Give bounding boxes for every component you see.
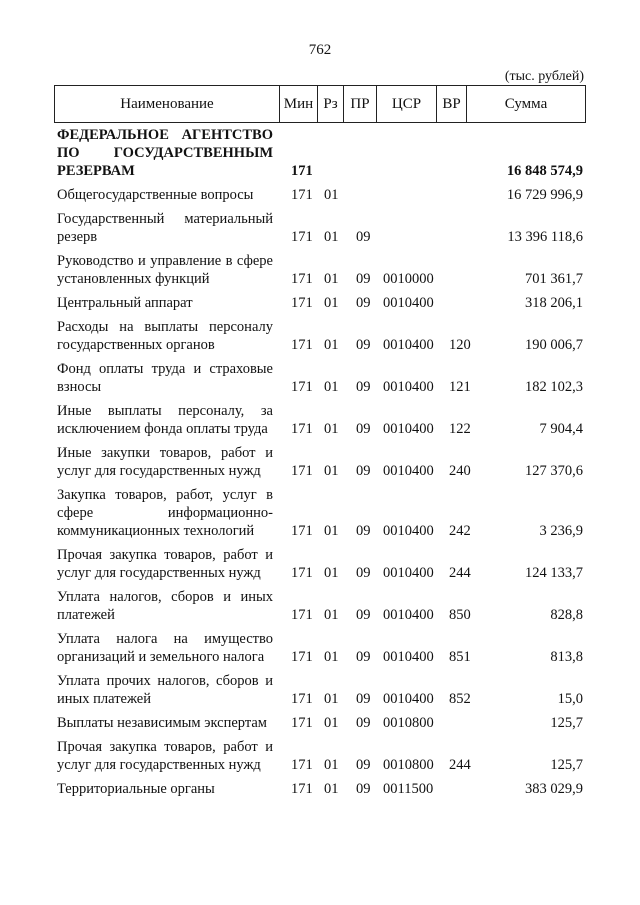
row-name: Расходы на выплаты персоналу государственных органов bbox=[57, 319, 273, 353]
row-name: Руководство и управление в сфере установленных функций bbox=[57, 253, 273, 287]
row-sum: 828,8 bbox=[550, 607, 583, 623]
row-min: 171 bbox=[291, 715, 313, 731]
row-rz: 01 bbox=[324, 523, 339, 539]
row-name: Общегосударственные вопросы bbox=[57, 187, 254, 203]
row-min: 171 bbox=[291, 649, 313, 665]
table-row bbox=[0, 672, 640, 708]
row-vr: 852 bbox=[449, 691, 471, 707]
table-row bbox=[0, 402, 640, 438]
row-sum: 7 904,4 bbox=[539, 421, 583, 437]
row-min: 171 bbox=[291, 229, 313, 245]
row-name: Уплата прочих налогов, сборов и иных платежей bbox=[57, 673, 273, 707]
row-pr: 09 bbox=[356, 271, 371, 287]
row-rz: 01 bbox=[324, 421, 339, 437]
row-name: Иные закупки товаров, работ и услуг для государственных нужд bbox=[57, 445, 273, 479]
row-pr: 09 bbox=[356, 421, 371, 437]
row-name: Прочая закупка товаров, работ и услуг для государственных нужд bbox=[57, 547, 273, 581]
row-pr: 09 bbox=[356, 781, 371, 797]
row-csr: 0010400 bbox=[383, 421, 434, 437]
row-rz: 01 bbox=[324, 607, 339, 623]
row-csr: 0010400 bbox=[383, 379, 434, 395]
table-row bbox=[0, 126, 640, 180]
row-rz: 01 bbox=[324, 565, 339, 581]
row-sum: 125,7 bbox=[550, 715, 583, 731]
row-csr: 0010800 bbox=[383, 715, 434, 731]
table-header bbox=[54, 85, 586, 123]
row-vr: 244 bbox=[449, 565, 471, 581]
row-name: Прочая закупка товаров, работ и услуг для государственных нужд bbox=[57, 739, 273, 773]
row-sum: 318 206,1 bbox=[525, 295, 583, 311]
table-row bbox=[0, 546, 640, 582]
row-name: Выплаты независимым экспертам bbox=[57, 715, 267, 731]
row-csr: 0010800 bbox=[383, 757, 434, 773]
row-min: 171 bbox=[291, 781, 313, 797]
row-rz: 01 bbox=[324, 337, 339, 353]
row-pr: 09 bbox=[356, 715, 371, 731]
row-sum: 182 102,3 bbox=[525, 379, 583, 395]
table-row bbox=[0, 588, 640, 624]
row-pr: 09 bbox=[356, 649, 371, 665]
row-name: Государственный материальный резерв bbox=[57, 211, 273, 245]
row-rz: 01 bbox=[324, 463, 339, 479]
table-row bbox=[0, 444, 640, 480]
row-min: 171 bbox=[291, 565, 313, 581]
row-sum: 3 236,9 bbox=[539, 523, 583, 539]
row-rz: 01 bbox=[324, 379, 339, 395]
table-row bbox=[0, 294, 640, 312]
row-csr: 0010400 bbox=[383, 691, 434, 707]
row-rz: 01 bbox=[324, 649, 339, 665]
row-csr: 0010400 bbox=[383, 565, 434, 581]
row-pr: 09 bbox=[356, 229, 371, 245]
row-sum: 124 133,7 bbox=[525, 565, 583, 581]
row-vr: 120 bbox=[449, 337, 471, 353]
row-name: Территориальные органы bbox=[57, 781, 215, 797]
row-sum: 13 396 118,6 bbox=[507, 229, 583, 245]
row-sum: 15,0 bbox=[557, 691, 583, 707]
row-vr: 240 bbox=[449, 463, 471, 479]
table-row bbox=[0, 714, 640, 732]
row-vr: 242 bbox=[449, 523, 471, 539]
row-min: 171 bbox=[291, 523, 313, 539]
row-name: Уплата налогов, сборов и иных платежей bbox=[57, 589, 273, 623]
row-vr: 122 bbox=[449, 421, 471, 437]
table-row bbox=[0, 252, 640, 288]
table-row bbox=[0, 630, 640, 666]
row-csr: 0011500 bbox=[383, 781, 434, 797]
header-pr: ПР bbox=[343, 86, 376, 122]
row-pr: 09 bbox=[356, 337, 371, 353]
row-pr: 09 bbox=[356, 463, 371, 479]
row-min: 171 bbox=[291, 463, 313, 479]
row-rz: 01 bbox=[324, 781, 339, 797]
table-row bbox=[0, 186, 640, 204]
row-pr: 09 bbox=[356, 607, 371, 623]
row-sum: 190 006,7 bbox=[525, 337, 583, 353]
table-body bbox=[0, 126, 640, 804]
row-pr: 09 bbox=[356, 295, 371, 311]
table-row bbox=[0, 780, 640, 798]
row-rz: 01 bbox=[324, 187, 339, 203]
row-rz: 01 bbox=[324, 715, 339, 731]
row-vr: 121 bbox=[449, 379, 471, 395]
row-csr: 0010400 bbox=[383, 649, 434, 665]
row-min: 171 bbox=[291, 379, 313, 395]
header-sum: Сумма bbox=[466, 86, 586, 122]
table-row bbox=[0, 210, 640, 246]
row-sum: 127 370,6 bbox=[525, 463, 583, 479]
row-csr: 0010400 bbox=[383, 607, 434, 623]
header-min: Мин bbox=[279, 86, 317, 122]
row-vr: 850 bbox=[449, 607, 471, 623]
row-min: 171 bbox=[291, 691, 313, 707]
row-csr: 0010400 bbox=[383, 463, 434, 479]
row-min: 171 bbox=[291, 163, 313, 179]
table-row bbox=[0, 486, 640, 540]
row-sum: 813,8 bbox=[550, 649, 583, 665]
row-min: 171 bbox=[291, 271, 313, 287]
row-name: Центральный аппарат bbox=[57, 295, 193, 311]
header-vr: ВР bbox=[436, 86, 466, 122]
row-name: Уплата налога на имущество организаций и земельного налога bbox=[57, 631, 273, 665]
row-min: 171 bbox=[291, 421, 313, 437]
header-name: Наименование bbox=[54, 86, 279, 122]
row-sum: 16 729 996,9 bbox=[506, 187, 583, 203]
row-rz: 01 bbox=[324, 271, 339, 287]
row-name: Закупка товаров, работ, услуг в сфере информационно-коммуникационных технологий bbox=[57, 487, 273, 539]
row-pr: 09 bbox=[356, 523, 371, 539]
row-min: 171 bbox=[291, 337, 313, 353]
row-pr: 09 bbox=[356, 691, 371, 707]
row-min: 171 bbox=[291, 295, 313, 311]
row-rz: 01 bbox=[324, 295, 339, 311]
row-name: Иные выплаты персоналу, за исключением фонда оплаты труда bbox=[57, 403, 273, 437]
row-rz: 01 bbox=[324, 691, 339, 707]
row-vr: 244 bbox=[449, 757, 471, 773]
row-vr: 851 bbox=[449, 649, 471, 665]
row-pr: 09 bbox=[356, 379, 371, 395]
header-rz: Рз bbox=[317, 86, 343, 122]
row-sum: 701 361,7 bbox=[525, 271, 583, 287]
row-sum: 125,7 bbox=[550, 757, 583, 773]
header-csr: ЦСР bbox=[376, 86, 436, 122]
row-pr: 09 bbox=[356, 565, 371, 581]
row-min: 171 bbox=[291, 187, 313, 203]
row-min: 171 bbox=[291, 757, 313, 773]
row-csr: 0010400 bbox=[383, 337, 434, 353]
row-rz: 01 bbox=[324, 757, 339, 773]
units-label: (тыс. рублей) bbox=[504, 69, 584, 84]
page-number: 762 bbox=[308, 42, 332, 58]
row-csr: 0010400 bbox=[383, 295, 434, 311]
row-sum: 383 029,9 bbox=[525, 781, 583, 797]
table-row bbox=[0, 738, 640, 774]
row-csr: 0010000 bbox=[383, 271, 434, 287]
table-row bbox=[0, 360, 640, 396]
row-min: 171 bbox=[291, 607, 313, 623]
table-row bbox=[0, 318, 640, 354]
row-csr: 0010400 bbox=[383, 523, 434, 539]
row-pr: 09 bbox=[356, 757, 371, 773]
row-name: Фонд оплаты труда и страховые взносы bbox=[57, 361, 273, 395]
row-sum: 16 848 574,9 bbox=[506, 163, 583, 179]
row-name: ФЕДЕРАЛЬНОЕ АГЕНТСТВО ПО ГОСУДАРСТВЕННЫМ РЕЗЕРВАМ bbox=[57, 127, 273, 179]
row-rz: 01 bbox=[324, 229, 339, 245]
